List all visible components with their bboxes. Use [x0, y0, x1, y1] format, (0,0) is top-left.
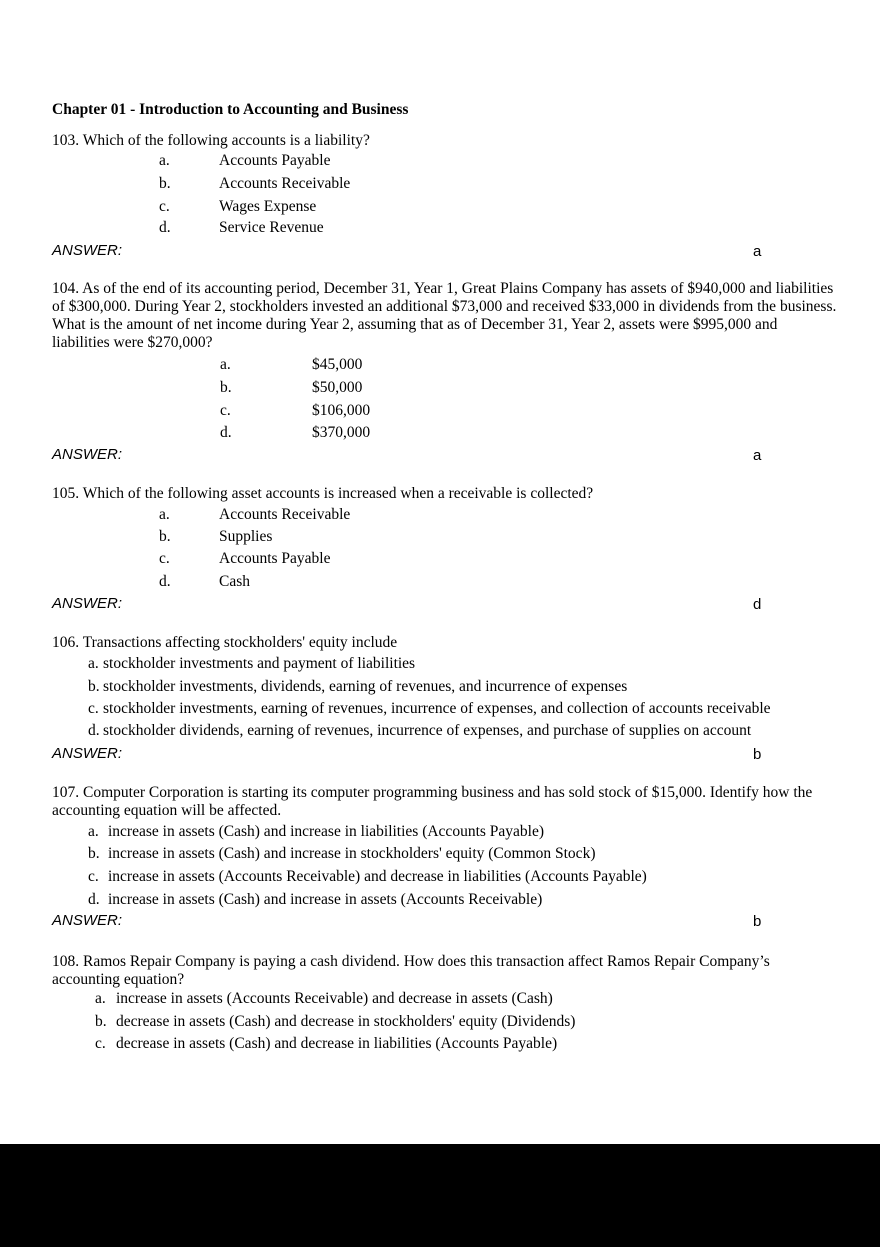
- chapter-title: Chapter 01 - Introduction to Accounting and Business: [52, 101, 409, 118]
- choice-letter: c.: [95, 1035, 106, 1052]
- choice-text: increase in assets (Cash) and increase in assets (Accounts Receivable): [108, 891, 543, 908]
- answer-value: b: [753, 746, 762, 763]
- choice-text: $45,000: [312, 356, 363, 373]
- choice-letter: d.: [159, 219, 171, 236]
- choice-text: Supplies: [219, 528, 273, 545]
- choice-letter: b.: [159, 528, 171, 545]
- choice-letter: b.: [88, 678, 100, 695]
- choice-text: increase in assets (Cash) and increase in liabilities (Accounts Payable): [108, 823, 545, 840]
- choice-letter: d.: [220, 424, 232, 441]
- choice-letter: d.: [88, 722, 100, 739]
- choice-letter: d.: [88, 891, 100, 908]
- choice-text: Service Revenue: [219, 219, 324, 236]
- question-text: 107. Computer Corporation is starting its computer programming business and has sold stock of $15,000. Identify how the accounting equation will be affected.: [52, 784, 813, 819]
- choice-letter: a.: [159, 506, 170, 523]
- choice-letter: c.: [88, 700, 99, 717]
- choice-text: stockholder investments, dividends, earning of revenues, and incurrence of expenses: [103, 678, 628, 695]
- choice-text: decrease in assets (Cash) and decrease in liabilities (Accounts Payable): [116, 1035, 558, 1052]
- answer-label: ANSWER:: [52, 446, 123, 463]
- choice-text: $370,000: [312, 424, 371, 441]
- choice-text: Accounts Payable: [219, 550, 331, 567]
- choice-text: decrease in assets (Cash) and decrease in stockholders' equity (Dividends): [116, 1013, 576, 1030]
- answer-label: ANSWER:: [52, 242, 123, 259]
- choice-letter: a.: [220, 356, 231, 373]
- choice-letter: c.: [159, 550, 170, 567]
- choice-text: stockholder investments, earning of revenues, incurrence of expenses, and collection of accounts receivable: [103, 700, 771, 717]
- choice-text: increase in assets (Accounts Receivable) and decrease in assets (Cash): [116, 990, 553, 1007]
- choice-letter: d.: [159, 573, 171, 590]
- choice-letter: b.: [95, 1013, 107, 1030]
- choice-letter: c.: [88, 868, 99, 885]
- choice-letter: a.: [88, 655, 99, 672]
- answer-value: d: [753, 596, 762, 613]
- black-bottom-band: [0, 1144, 880, 1247]
- question-text: 103. Which of the following accounts is a liability?: [52, 132, 370, 149]
- choice-letter: a.: [95, 990, 106, 1007]
- choice-letter: c.: [220, 402, 231, 419]
- question-text: 105. Which of the following asset accounts is increased when a receivable is collected?: [52, 485, 594, 502]
- answer-value: a: [753, 447, 762, 464]
- question-text: 104. As of the end of its accounting period, December 31, Year 1, Great Plains Company has assets of $940,000 and liabilities of $300,000. During Year 2, stockholders invested an additional $73,000 and received $33,000 in dividends from the business. What is the amount of net income during Year 2, assuming that as of December 31, Year 2, assets were $995,000 and liabilities were $270,000?: [52, 280, 837, 351]
- answer-label: ANSWER:: [52, 912, 123, 929]
- answer-value: b: [753, 913, 762, 930]
- choice-letter: b.: [220, 379, 232, 396]
- choice-text: increase in assets (Cash) and increase in stockholders' equity (Common Stock): [108, 845, 596, 862]
- choice-letter: a.: [88, 823, 99, 840]
- choice-letter: b.: [159, 175, 171, 192]
- choice-text: Accounts Payable: [219, 152, 331, 169]
- choice-letter: a.: [159, 152, 170, 169]
- choice-text: Accounts Receivable: [219, 506, 351, 523]
- question-text: 108. Ramos Repair Company is paying a cash dividend. How does this transaction affect Ramos Repair Company’s accounting equation?: [52, 953, 770, 988]
- choice-text: Accounts Receivable: [219, 175, 351, 192]
- choice-text: $50,000: [312, 379, 363, 396]
- choice-text: stockholder dividends, earning of revenues, incurrence of expenses, and purchase of supplies on account: [103, 722, 752, 739]
- choice-text: Wages Expense: [219, 198, 317, 215]
- choice-text: $106,000: [312, 402, 371, 419]
- choice-text: Cash: [219, 573, 250, 590]
- choice-text: increase in assets (Accounts Receivable) and decrease in liabilities (Accounts Payable): [108, 868, 647, 885]
- choice-letter: b.: [88, 845, 100, 862]
- answer-label: ANSWER:: [52, 595, 123, 612]
- choice-letter: c.: [159, 198, 170, 215]
- answer-value: a: [753, 243, 762, 260]
- question-text: 106. Transactions affecting stockholders' equity include: [52, 634, 398, 651]
- answer-label: ANSWER:: [52, 745, 123, 762]
- choice-text: stockholder investments and payment of liabilities: [103, 655, 416, 672]
